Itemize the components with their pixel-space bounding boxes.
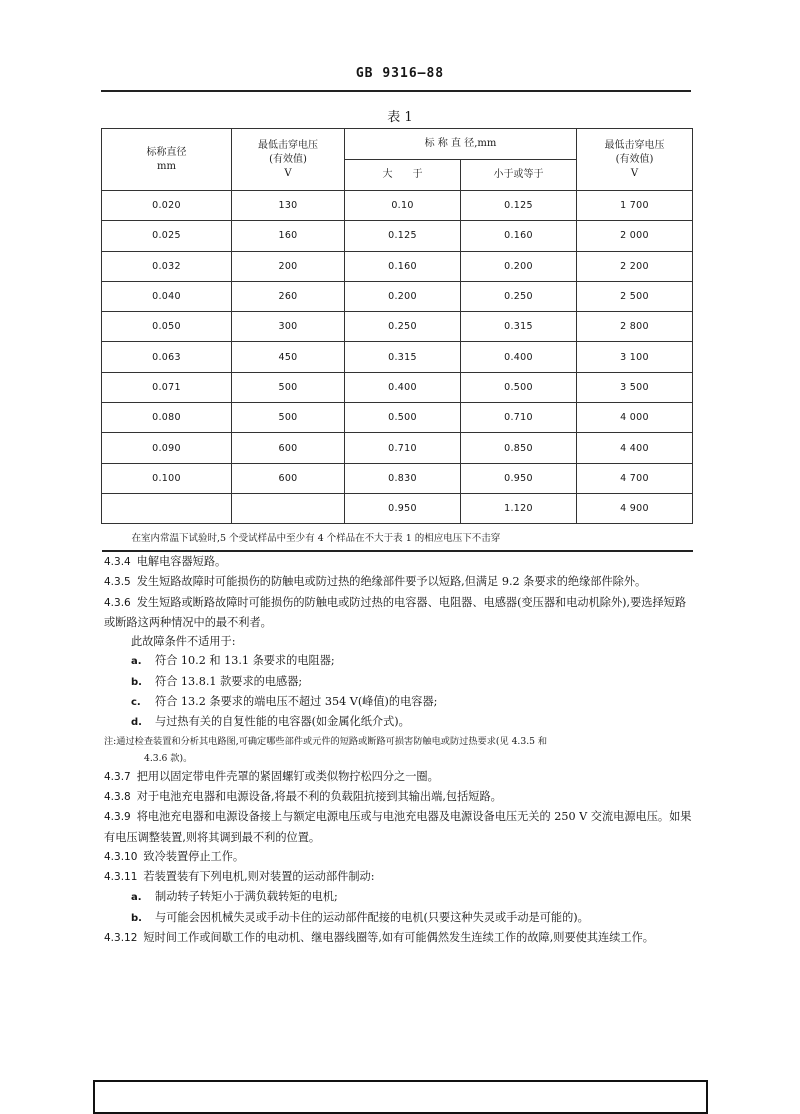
bottom-frame bbox=[93, 1080, 708, 1114]
clause-4-3-4 bbox=[104, 552, 696, 572]
note-line: 注:通过检查装置和分析其电路图,可确定哪些部件或元件的短路或断路可损害防触电或防过热要求(见 4.3.5 和 bbox=[104, 735, 548, 747]
table-row: 0.063 450 0.315 0.400 3 100 bbox=[102, 342, 693, 372]
table-row: 0.040 260 0.200 0.250 2 500 bbox=[102, 281, 693, 311]
clause-4-3-12 bbox=[104, 928, 696, 948]
list-item: a. 制动转子转矩小于满负载转矩的电机; bbox=[131, 890, 338, 904]
clause-number: 4.3.4 bbox=[104, 556, 131, 568]
clause-body bbox=[104, 552, 696, 948]
clause-text: 短时间工作或间歇工作的电动机、继电器线圈等,如有可能偶然发生连续工作的故障,则要使其连续工作。 bbox=[143, 931, 654, 945]
clause-number: 4.3.9 bbox=[104, 811, 131, 824]
table-row: 0.100 600 0.830 0.950 4 700 bbox=[102, 463, 693, 493]
voltage-table bbox=[101, 128, 693, 552]
standard-code-header: GB 9316—88 bbox=[355, 66, 445, 81]
list-item: d. 与过热有关的自复性能的电容器(如金属化纸介式)。 bbox=[131, 715, 410, 729]
clause-4-3-6-intro: 此故障条件不适用于: bbox=[131, 635, 236, 649]
table-row: 0.020 130 0.10 0.125 1 700 bbox=[102, 191, 693, 221]
clause-number: 4.3.10 bbox=[104, 850, 138, 863]
header-nominal-diameter: 标称直径 mm bbox=[102, 129, 232, 191]
clause-number: 4.3.6 bbox=[104, 596, 131, 609]
table-row: 0.950 1.120 4 900 bbox=[102, 493, 693, 523]
header-rule bbox=[101, 90, 691, 92]
list-item: b. 符合 13.8.1 款要求的电感器; bbox=[131, 674, 303, 688]
header-greater-than: 大 于 bbox=[345, 160, 461, 191]
clause-number: 4.3.12 bbox=[104, 932, 138, 945]
clause-number: 4.3.11 bbox=[104, 871, 138, 884]
clause-number: 4.3.5 bbox=[104, 576, 131, 589]
header-min-voltage: 最低击穿电压 (有效值) V bbox=[232, 129, 345, 191]
clause-4-3-11 bbox=[104, 867, 696, 887]
table-row: 0.025 160 0.125 0.160 2 000 bbox=[102, 221, 693, 251]
table-title: 表 1 bbox=[387, 110, 413, 125]
list-item: c. 符合 13.2 条要求的端电压不超过 354 V(峰值)的电容器; bbox=[131, 695, 438, 709]
clause-4-3-9 bbox=[104, 807, 696, 847]
clause-text: 对于电池充电器和电源设备,将最不利的负载阻抗接到其输出端,包括短路。 bbox=[136, 789, 502, 803]
clause-text: 把用以固定带电件壳罩的紧固螺钉或类似物拧松四分之一圈。 bbox=[136, 769, 439, 783]
clause-4-3-8 bbox=[104, 787, 696, 807]
table-row: 0.090 600 0.710 0.850 4 400 bbox=[102, 433, 693, 463]
clause-4-3-10 bbox=[104, 847, 696, 867]
clause-number: 4.3.7 bbox=[104, 770, 131, 783]
table-row: 0.080 500 0.500 0.710 4 000 bbox=[102, 403, 693, 433]
list-item: b. 与可能会因机械失灵或手动卡住的运动部件配接的电机(只要这种失灵或手动是可能的)。 bbox=[131, 910, 589, 924]
note-line-continued: 4.3.6 款)。 bbox=[144, 752, 193, 764]
table-note: 在室内常温下试验时,5 个受试样品中至少有 4 个样品在不大于表 1 的相应电压下不击穿 bbox=[102, 524, 693, 552]
table-row: 0.050 300 0.250 0.315 2 800 bbox=[102, 312, 693, 342]
header-nominal-diameter-group: 标 称 直 径,mm bbox=[345, 129, 577, 160]
header-less-or-equal: 小于或等于 bbox=[461, 160, 577, 191]
table-row: 0.071 500 0.400 0.500 3 500 bbox=[102, 372, 693, 402]
clause-text: 发生短路或断路故障时可能损伤的防触电或防过热的电容器、电阻器、电感器(变压器和电动机除外),要选择短路或断路这两种情况中的最不利者。 bbox=[104, 595, 687, 629]
clause-4-3-6 bbox=[104, 593, 696, 633]
clause-4-3-5 bbox=[104, 572, 696, 592]
clause-4-3-7 bbox=[104, 767, 696, 787]
clause-text: 电解电容器短路。 bbox=[136, 555, 227, 568]
clause-text: 将电池充电器和电源设备接上与额定电源电压或与电池充电器及电源设备电压无关的 250 V 交流电源电压。如果有电压调整装置,则将其调到最不利的位置。 bbox=[104, 810, 692, 844]
clause-text: 发生短路故障时可能损伤的防触电或防过热的绝缘部件要予以短路,但满足 9.2 条要求的绝缘部件除外。 bbox=[136, 575, 647, 589]
table-row: 0.032 200 0.160 0.200 2 200 bbox=[102, 251, 693, 281]
clause-number: 4.3.8 bbox=[104, 790, 131, 803]
clause-text: 若装置装有下列电机,则对装置的运动部件制动: bbox=[143, 870, 375, 884]
clause-text: 致冷装置停止工作。 bbox=[143, 849, 245, 863]
header-min-voltage-right: 最低击穿电压 (有效值) V bbox=[577, 129, 693, 191]
list-item: a. 符合 10.2 和 13.1 条要求的电阻器; bbox=[131, 654, 335, 668]
